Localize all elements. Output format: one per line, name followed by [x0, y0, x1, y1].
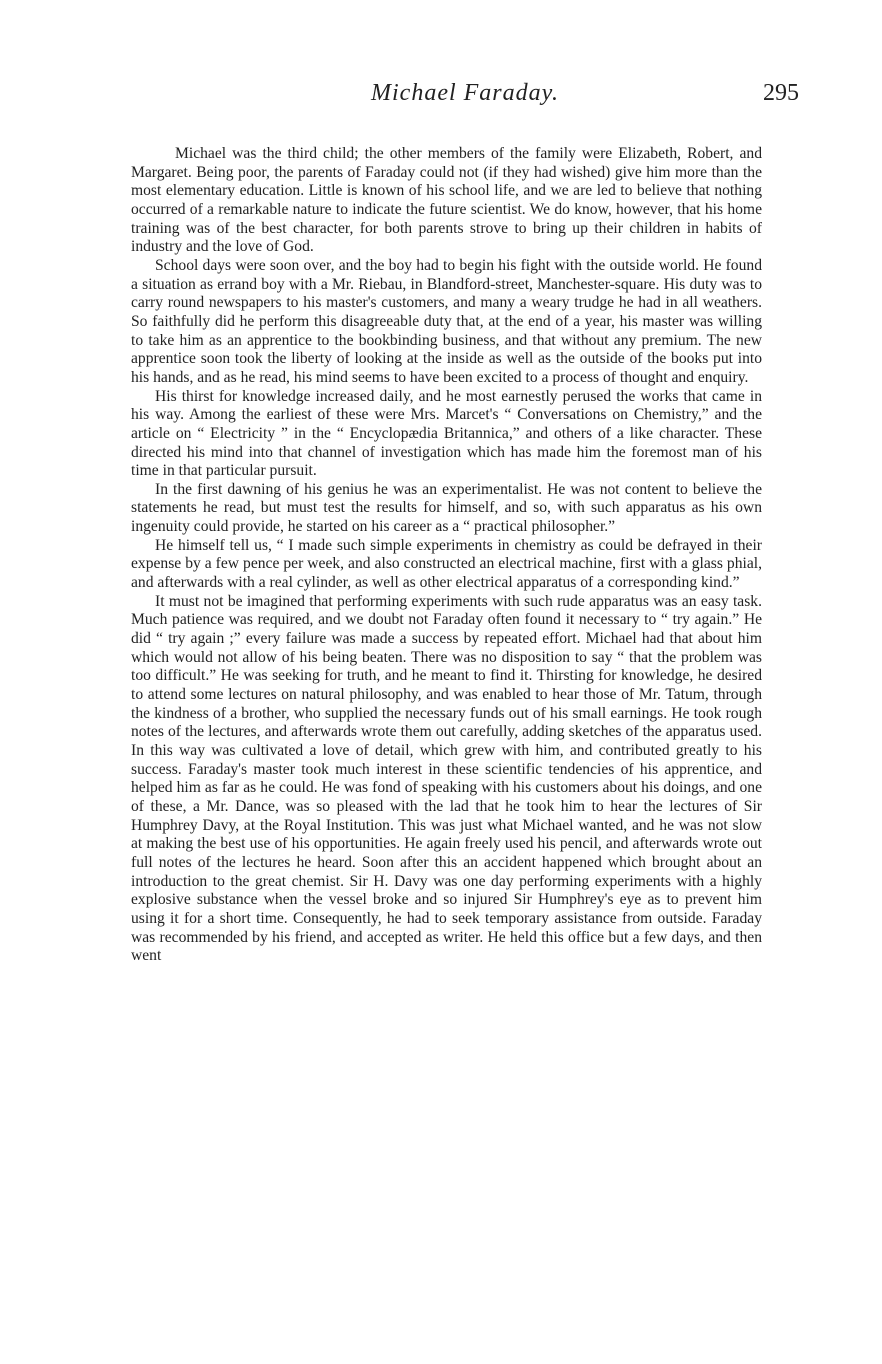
running-head — [131, 78, 799, 112]
paragraph: It must not be imagined that performing experiments with such rude apparatus was an easy task. Much patience was required, and we doubt not Faraday often found it necessary to “ try again.” He did “ try again ;” every failure was made a success by repeated effort. Michael had that about him which would not allow of his being beaten. There was no disposition to say “ that the problem was too difficult.” He was seeking for truth, and he meant to find it. Thirsting for knowledge, he desired to attend some lectures on natural philosophy, and was enabled to hear those of Mr. Tatum, through the kindness of a brother, who supplied the necessary funds out of his small earnings. He took rough notes of the lectures, and afterwards wrote them out carefully, adding sketches of the apparatus used. In this way was cultivated a love of detail, which grew with him, and contributed greatly to his success. Faraday's master took much interest in these scientific tendencies of his apprentice, and helped him as far as he could. He was fond of speaking with his customers about his doings, and one of these, a Mr. Dance, was so pleased with the lad that he took him to hear the lectures of Sir Humphrey Davy, at the Royal Institution. This was just what Michael wanted, and he was not slow at making the best use of his opportunities. He again freely used his pencil, and afterwards wrote out full notes of the lectures he heard. Soon after this an accident happened which brought about an introduction to the great chemist. Sir H. Davy was one day performing experiments with a highly explosive substance when the vessel broke and so injured Sir Humphrey's eye as to prevent him using it for a short time. Consequently, he had to seek temporary assistance from outside. Faraday was recommended by his friend, and accepted as writer. He held this office but a few days, and then went — [131, 592, 762, 965]
paragraph: He himself tell us, “ I made such simple experiments in chemistry as could be defrayed in their expense by a few pence per week, and also constructed an electrical machine, first with a glass phial, and afterwards with a real cylinder, as well as other electrical apparatus of a corresponding kind.” — [131, 536, 762, 592]
paragraph: Michael was the third child; the other members of the family were Elizabeth, Robert, and Margaret. Being poor, the parents of Faraday could not (if they had wished) give him more than the most elementary education. Little is known of his school life, and we are led to believe that nothing occurred of a remarkable nature to indicate the future scientist. We do know, however, that his home training was of the best character, for both parents strove to bring up their children in habits of industry and the love of God. — [131, 145, 762, 256]
paragraph: School days were soon over, and the boy had to begin his fight with the outside world. He found a situation as errand boy with a Mr. Riebau, in Blandford-street, Manchester-square. His duty was to carry round newspapers to his master's customers, and many a weary trudge he had in all weathers. So faithfully did he perform this disagreeable duty that, at the end of a year, his master was willing to take him as an apprentice to the bookbinding business, and that without any premium. The new apprentice soon took the liberty of looking at the inside as well as the outside of the books put into his hands, and as he read, his mind seems to have been excited to a process of thought and enquiry. — [131, 256, 762, 386]
body-text — [131, 145, 762, 966]
paragraph: In the first dawning of his genius he was an experimentalist. He was not content to believe the statements he read, but must test the results for himself, and so, with such apparatus as his own ingenuity could provide, he started on his career as a “ practical philosopher.” — [131, 480, 762, 536]
running-title: Michael Faraday. — [371, 80, 559, 106]
page-number: 295 — [763, 80, 799, 106]
paragraph: His thirst for knowledge increased daily, and he most earnestly perused the works that came in his way. Among the earliest of these were Mrs. Marcet's “ Conversations on Chemistry,” and the article on “ Electricity ” in the “ Encyclopædia Britannica,” and others of a like character. These directed his mind into that channel of investigation which has made him the foremost man of his time in that particular pursuit. — [131, 387, 762, 480]
